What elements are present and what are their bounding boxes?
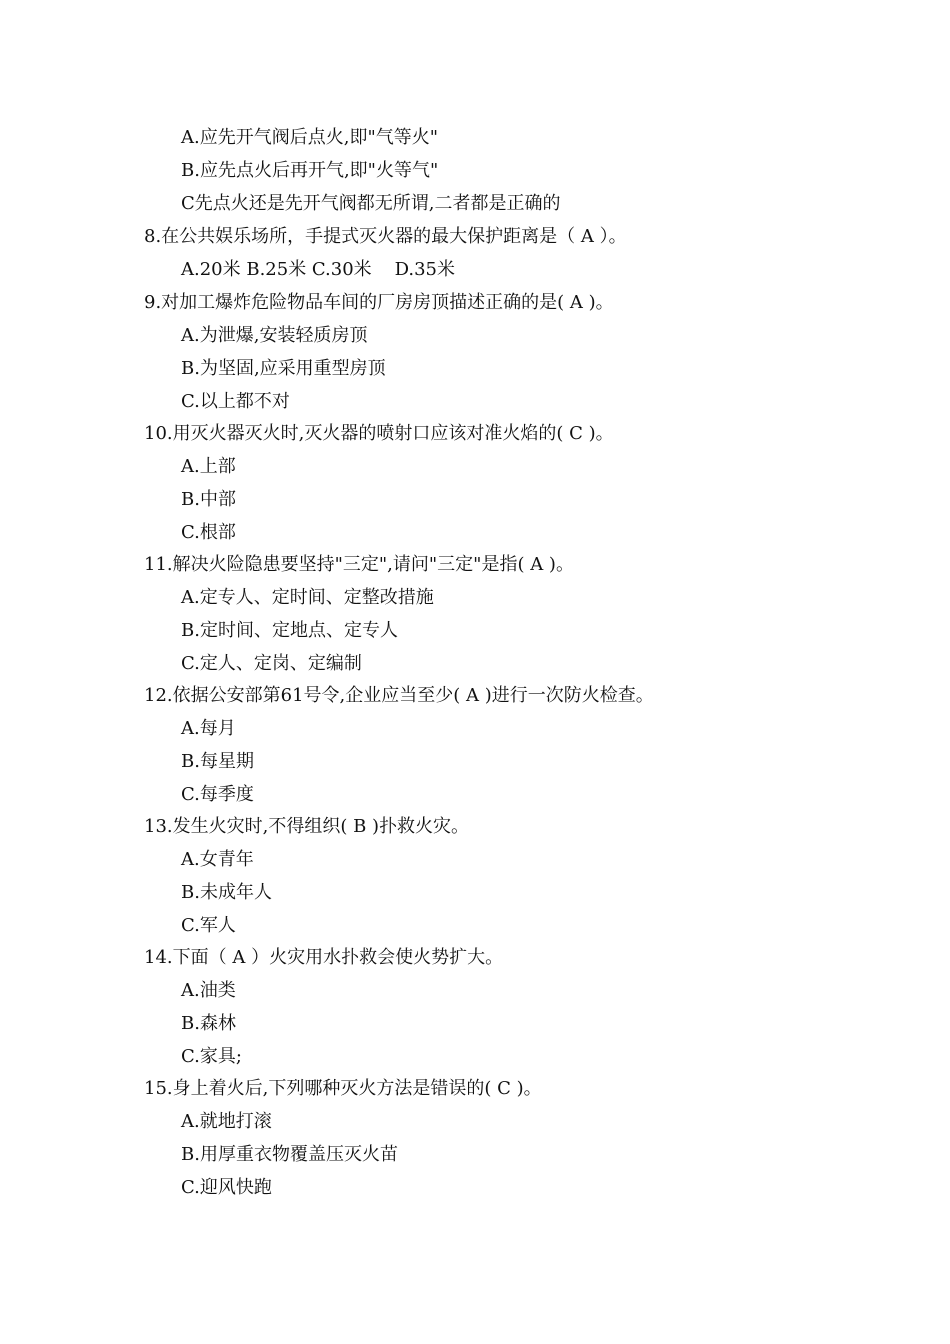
option-line: A.应先开气阀后点火,即"气等火" [181, 127, 438, 148]
option-line: B.为坚固,应采用重型房顶 [181, 358, 386, 379]
option-line: B.每星期 [181, 751, 254, 772]
option-line: B.用厚重衣物覆盖压灭火苗 [181, 1144, 398, 1165]
option-line: C.家具; [181, 1046, 242, 1067]
question-line: 9.对加工爆炸危险物品车间的厂房房顶描述正确的是( A )。 [144, 292, 614, 313]
option-line: B.未成年人 [181, 882, 272, 903]
option-line: C.迎风快跑 [181, 1177, 272, 1198]
option-line: A.油类 [181, 980, 236, 1001]
question-line: 10.用灭火器灭火时,灭火器的喷射口应该对准火焰的( C )。 [144, 423, 614, 444]
option-line: C.每季度 [181, 784, 254, 805]
option-line: A.定专人、定时间、定整改措施 [181, 587, 434, 608]
question-line: 14.下面（ A ）火灾用水扑救会使火势扩大。 [144, 947, 504, 968]
question-line: 11.解决火险隐患要坚持"三定",请问"三定"是指( A )。 [144, 554, 574, 575]
option-line: C.根部 [181, 522, 236, 543]
question-line: 13.发生火灾时,不得组织( B )扑救火灾。 [144, 816, 470, 837]
question-line: 15.身上着火后,下列哪种灭火方法是错误的( C )。 [144, 1078, 542, 1099]
option-line: A.每月 [181, 718, 236, 739]
option-line: A.为泄爆,安装轻质房顶 [181, 325, 368, 346]
option-line: C.定人、定岗、定编制 [181, 653, 362, 674]
option-line: C.以上都不对 [181, 391, 290, 412]
option-line: A.女青年 [181, 849, 254, 870]
option-line: A.上部 [181, 456, 236, 477]
option-line: A.就地打滚 [181, 1111, 272, 1132]
option-line: C先点火还是先开气阀都无所谓,二者都是正确的 [181, 193, 561, 214]
option-line: B.中部 [181, 489, 236, 510]
option-line: B.定时间、定地点、定专人 [181, 620, 398, 641]
question-line: 8.在公共娱乐场所，手提式灭火器的最大保护距离是（ A ）。 [144, 226, 627, 247]
option-line: C.军人 [181, 915, 236, 936]
option-line: A.20米 B.25米 C.30米 D.35米 [181, 259, 455, 280]
option-line: B.森林 [181, 1013, 236, 1034]
option-line: B.应先点火后再开气,即"火等气" [181, 160, 439, 181]
question-line: 12.依据公安部第61号令,企业应当至少( A )进行一次防火检查。 [144, 685, 654, 706]
